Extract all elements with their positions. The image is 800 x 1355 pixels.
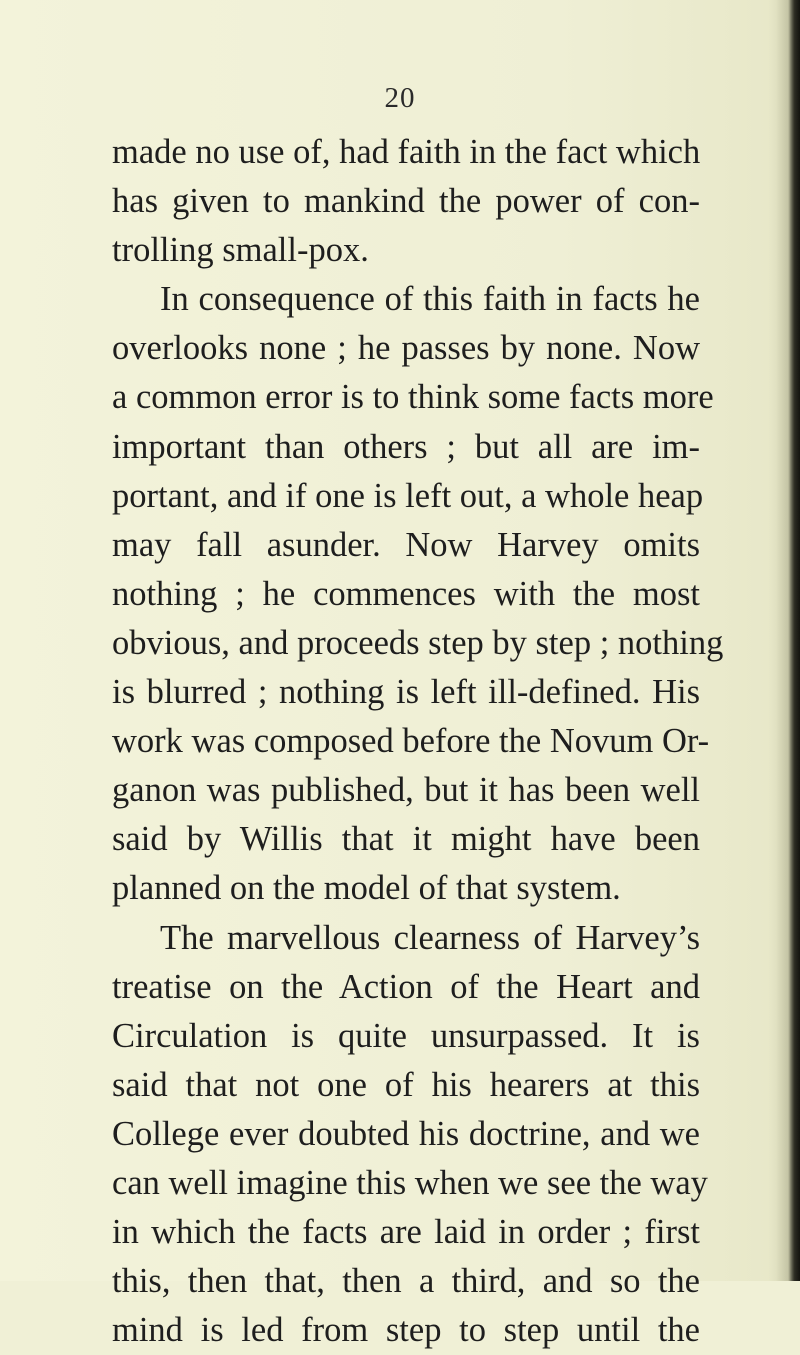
- page-edge-shadow: [776, 0, 800, 1281]
- body-text: [112, 128, 724, 1355]
- text-line: Circulation is quite unsurpassed. It is: [112, 1016, 700, 1055]
- text-line: may fall asunder. Now Harvey omits: [112, 525, 700, 564]
- text-line: said by Willis that it might have been: [112, 820, 700, 859]
- text-line: trolling small-pox.: [112, 231, 369, 270]
- text-line: overlooks none ; he passes by none. Now: [112, 329, 700, 368]
- page-number: 20: [384, 82, 416, 114]
- text-line: College ever doubted his doctrine, and we: [112, 1114, 700, 1153]
- text-line: a common error is to think some facts more: [112, 378, 714, 417]
- text-line: in which the facts are laid in order ; first: [112, 1213, 700, 1252]
- text-line: said that not one of his hearers at this: [112, 1065, 700, 1104]
- text-line: In consequence of this faith in facts he: [160, 280, 700, 319]
- text-line: treatise on the Action of the Heart and: [112, 967, 700, 1006]
- text-line: this, then that, then a third, and so the: [112, 1262, 700, 1301]
- text-line: can well imagine this when we see the way: [112, 1163, 708, 1202]
- text-line: The marvellous clearness of Harvey’s: [160, 918, 700, 957]
- text-line: has given to mankind the power of con-: [112, 182, 700, 221]
- text-line: is blurred ; nothing is left ill-defined. His: [112, 673, 700, 712]
- text-line: nothing ; he commences with the most: [112, 574, 700, 613]
- text-line: ganon was published, but it has been well: [112, 771, 700, 810]
- text-line: made no use of, had faith in the fact which: [112, 133, 701, 171]
- text-line: work was composed before the Novum Or-: [112, 722, 710, 761]
- text-line: obvious, and proceeds step by step ; nothing: [112, 623, 724, 662]
- text-line: mind is led from step to step until the: [112, 1311, 700, 1350]
- text-line: planned on the model of that system.: [112, 869, 621, 908]
- text-line: important than others ; but all are im-: [112, 427, 700, 466]
- text-line: portant, and if one is left out, a whole heap: [112, 476, 704, 515]
